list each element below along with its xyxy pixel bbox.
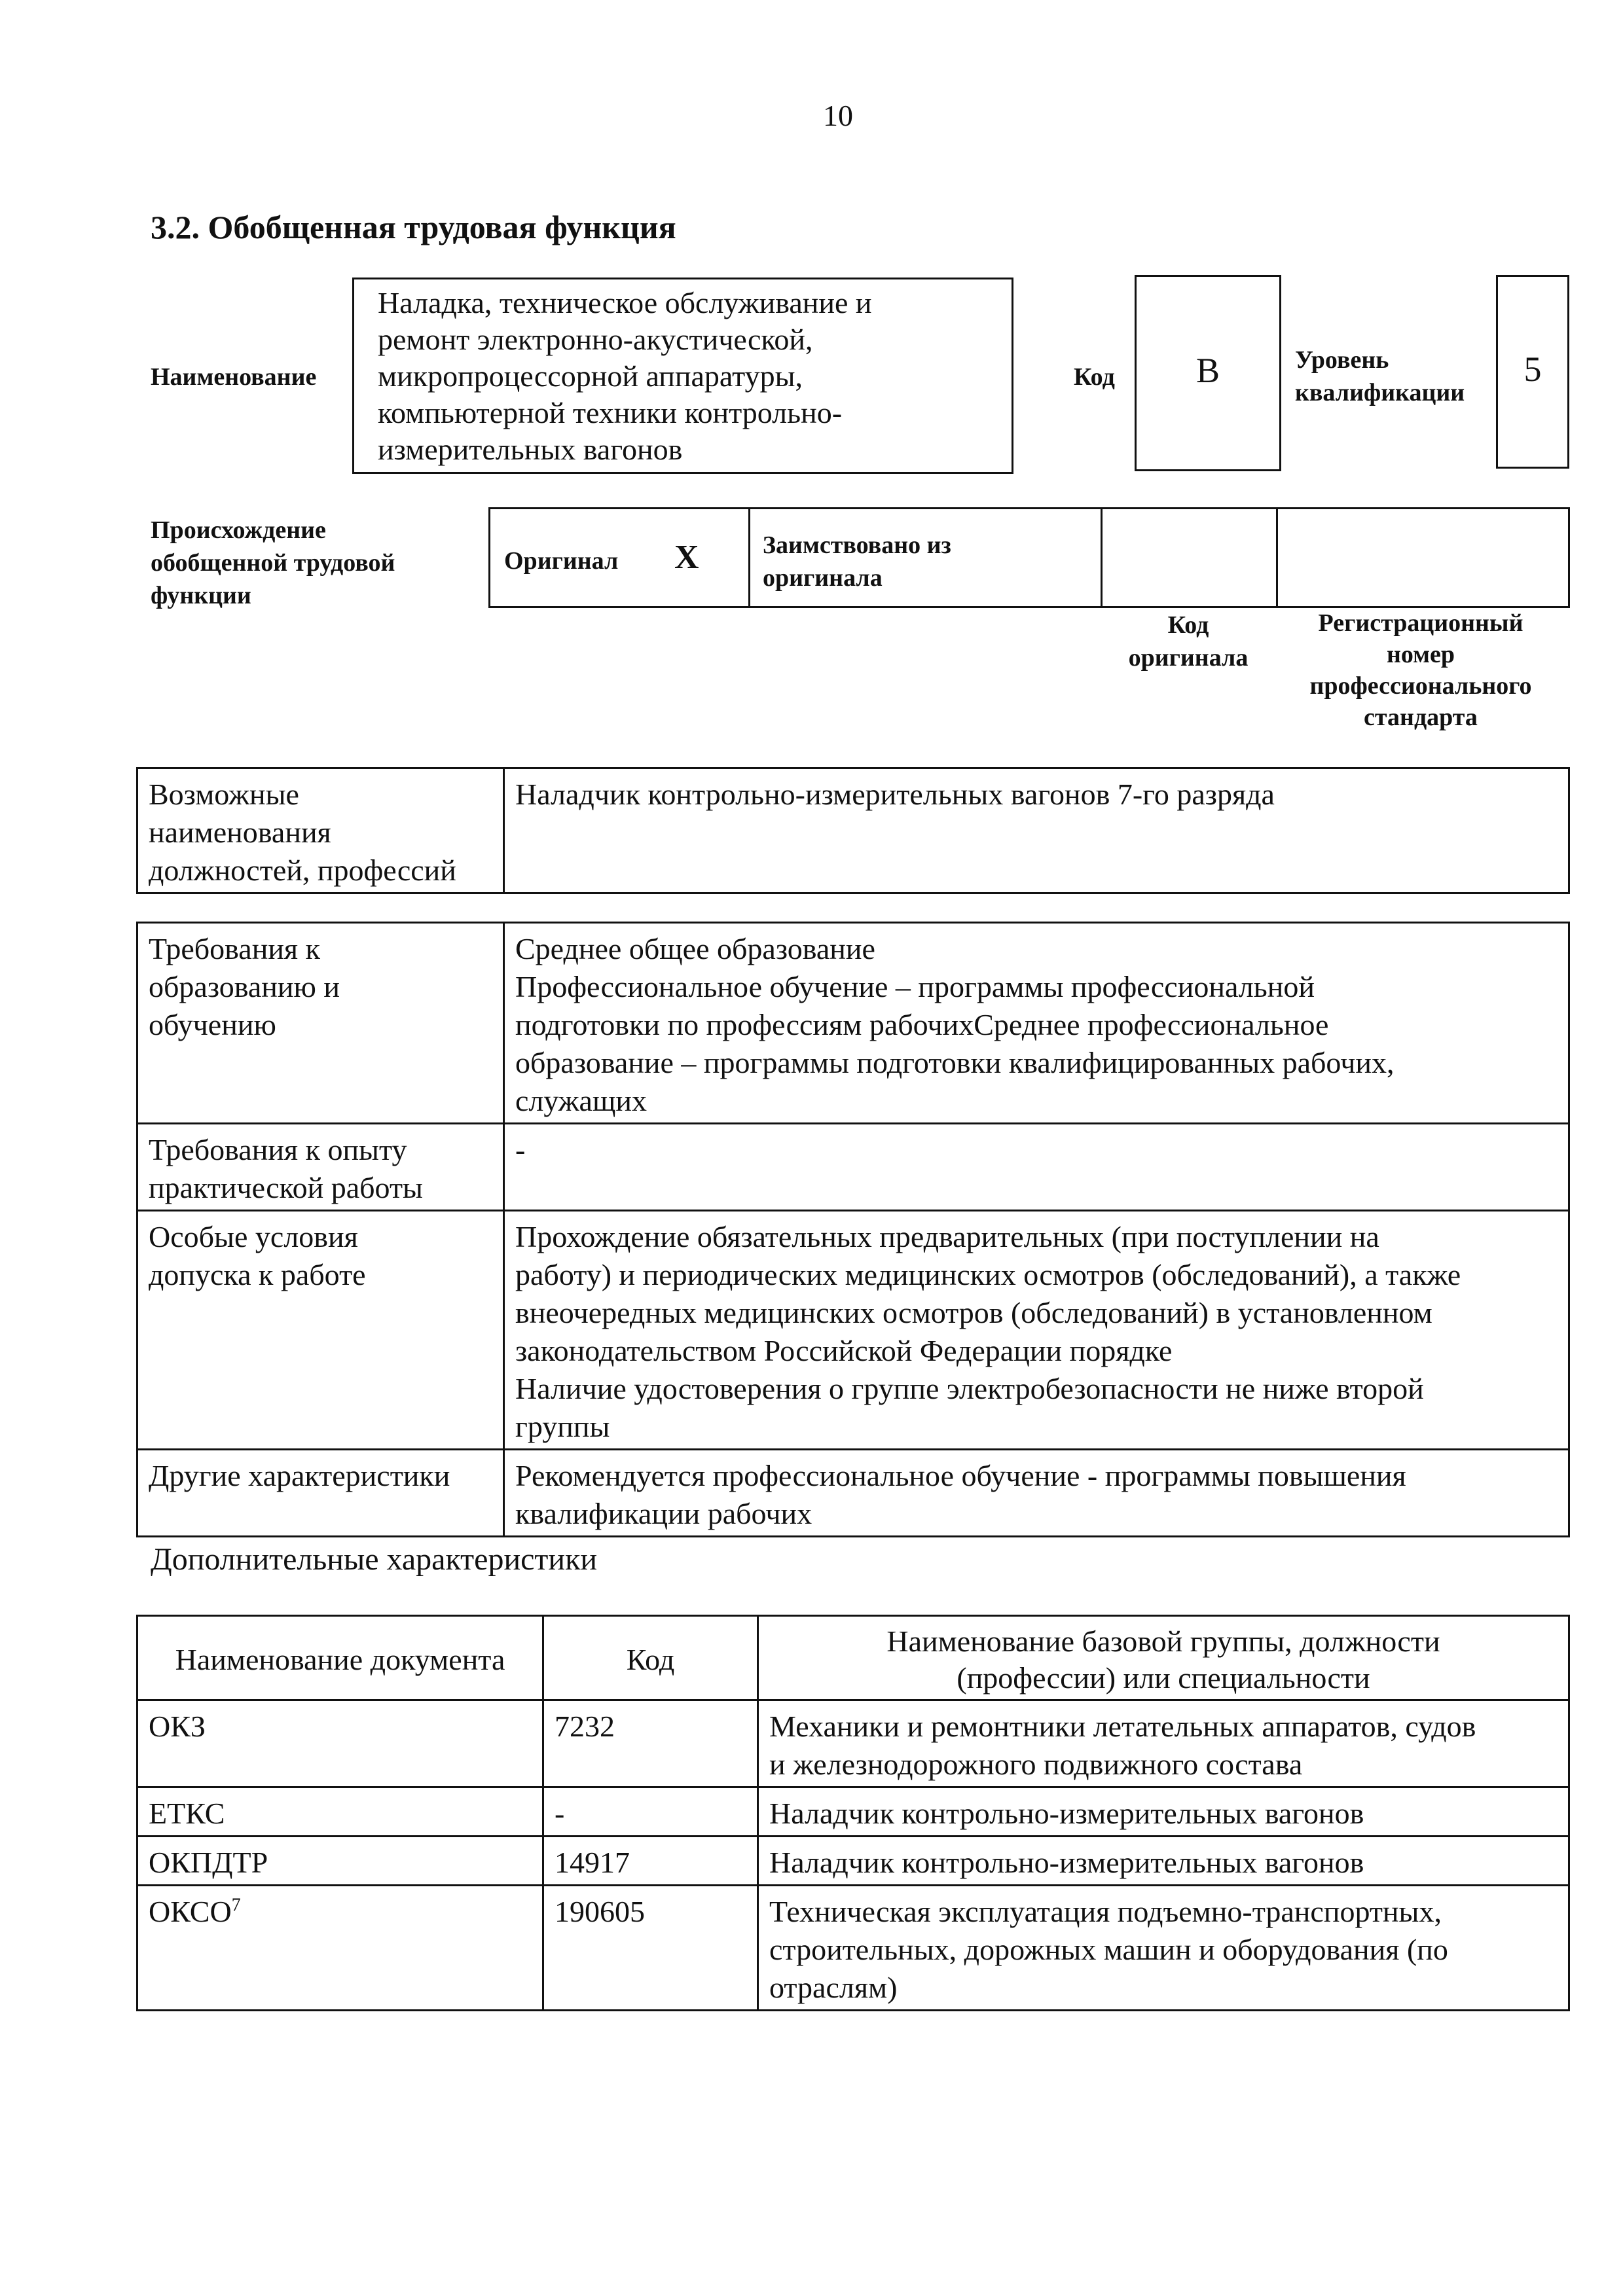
requirement-row xyxy=(137,923,1569,1124)
positions-row xyxy=(137,768,1569,893)
requirement-value: Рекомендуется профессиональное обучение - программы повышения квалификации рабочих xyxy=(504,1450,1569,1537)
origin-divider-1 xyxy=(748,507,750,608)
caption-code-original: Код оригинала xyxy=(1128,611,1249,672)
name-label: Наименование xyxy=(151,363,317,391)
doc-code: 14917 xyxy=(543,1837,758,1886)
origin-divider-3 xyxy=(1276,507,1278,608)
code-label: Код xyxy=(1074,363,1115,391)
section-title: 3.2. Обобщенная трудовая функция xyxy=(151,209,676,245)
requirement-label: Требования к опыту практической работы xyxy=(137,1124,504,1211)
doc-name: ОКСО xyxy=(149,1895,232,1928)
doc-base-name: Механики и ремонтники летательных аппаратов, судов и железнодорожного подвижного состава xyxy=(758,1700,1569,1787)
requirement-row xyxy=(137,1124,1569,1211)
doc-base-name: Наладчик контрольно-измерительных вагонов xyxy=(758,1787,1569,1837)
requirement-label: Особые условия допуска к работе xyxy=(137,1211,504,1450)
origin-label: Происхождение обобщенной трудовой функции xyxy=(151,516,395,609)
level-value: 5 xyxy=(1523,350,1542,389)
code-value: B xyxy=(1195,351,1220,390)
original-label: Оригинал xyxy=(504,547,619,575)
positions-table xyxy=(136,767,1570,894)
footnote-marker: 7 xyxy=(231,1895,241,1916)
code-value-box xyxy=(1135,275,1281,471)
doc-base-name: Техническая эксплуатация подъемно-транспортных, строительных, дорожных машин и оборудования (по отраслям) xyxy=(758,1886,1569,2011)
level-label: Уровень квалификации xyxy=(1295,346,1465,406)
table-row xyxy=(137,1886,1569,2011)
additional-table xyxy=(136,1615,1570,2011)
borrowed-label: Заимствовано из оригинала xyxy=(763,531,951,592)
table-row xyxy=(137,1700,1569,1787)
caption-registration-number: Регистрационный номер профессионального стандарта xyxy=(1309,609,1532,731)
header-code: Код xyxy=(543,1616,758,1700)
requirement-label: Требования к образованию и обучению xyxy=(137,923,504,1124)
requirement-row xyxy=(137,1211,1569,1450)
header-base-group: Наименование базовой группы, должности (профессии) или специальности xyxy=(758,1616,1569,1700)
requirement-value: Среднее общее образование Профессиональное обучение – программы профессиональной подготовки по профессиям рабочихСреднее профессиональное образование – программы подготовки квалифицированных рабочих, служащих xyxy=(504,923,1569,1124)
doc-base-name: Наладчик контрольно-измерительных вагонов xyxy=(758,1837,1569,1886)
name-value: Наладка, техническое обслуживание и ремонт электронно-акустической, микропроцессорной аппаратуры, компьютерной техники контрольно- измерительных вагонов xyxy=(378,286,872,466)
requirement-row xyxy=(137,1450,1569,1537)
table-row xyxy=(137,1837,1569,1886)
doc-name: ЕТКС xyxy=(137,1787,543,1837)
requirements-table xyxy=(136,922,1570,1537)
additional-header-row xyxy=(137,1616,1569,1700)
header-document: Наименование документа xyxy=(137,1616,543,1700)
origin-divider-2 xyxy=(1101,507,1103,608)
name-value-box xyxy=(352,278,1013,474)
doc-name: ОКЗ xyxy=(137,1700,543,1787)
page-number: 10 xyxy=(823,99,853,132)
doc-code: 7232 xyxy=(543,1700,758,1787)
requirement-label: Другие характеристики xyxy=(137,1450,504,1537)
origin-table xyxy=(488,507,1570,608)
requirement-value: Прохождение обязательных предварительных (при поступлении на работу) и периодических медицинских осмотров (обследований), а также внеочередных медицинских осмотров (обследований) в установленном законодательством Российской Федерации порядке Наличие удостоверения о группе электробезопасности не ниже второй группы xyxy=(504,1211,1569,1450)
doc-code: - xyxy=(543,1787,758,1837)
positions-value: Наладчик контрольно-измерительных вагонов 7-го разряда xyxy=(504,768,1569,893)
doc-name-cell xyxy=(137,1886,543,2011)
original-mark: X xyxy=(674,539,699,576)
level-value-box xyxy=(1496,275,1569,469)
positions-label: Возможные наименования должностей, профессий xyxy=(137,768,504,893)
requirement-value: - xyxy=(504,1124,1569,1211)
doc-name: ОКПДТР xyxy=(137,1837,543,1886)
table-row xyxy=(137,1787,1569,1837)
additional-title: Дополнительные характеристики xyxy=(151,1542,598,1577)
doc-code: 190605 xyxy=(543,1886,758,2011)
